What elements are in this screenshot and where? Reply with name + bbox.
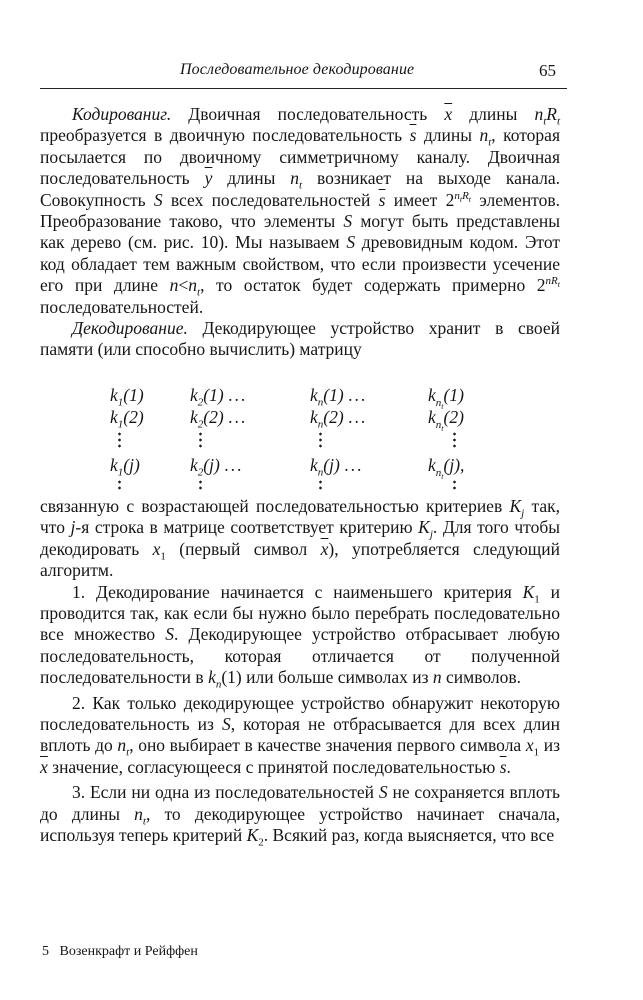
matrix-vdots-tail <box>110 477 510 495</box>
paragraph-decoding: Декодирование. Декодирующее устройство хранит в своей памяти (или способно вычислить) матрицу <box>40 318 560 360</box>
paragraph-criteria: связанную с возрастающей последовательностью критериев $K_j$ так, что j-я строка в матрице соответствует критерию $K_j$. Для того чтобы декодировать $x_1$ (первый символ $\overline{x}$), употребляется следующий алгоритм. <box>40 496 561 581</box>
header-rule <box>40 88 567 89</box>
algorithm-step-1: 1. Декодирование начинается с наименьшего критерия $K_1$ и проводится так, как если бы нужно было перебрать последовательно все множество S. Декодирующее устройство отбрасывает любую последовательность, которая отличается от полученной последовательности в $k_n(1)$ или больше символах из n символов. <box>40 581 560 691</box>
vdots <box>199 431 202 449</box>
algorithm-step-2: 2. Как только декодирующее устройство обнаружит некоторую последовательность из S, которая не отбрасывается для всех длин вплоть до $n_t$, оно выбирает в качестве значения первого символа $x_1$ из $\overline{x}$ значение, согласующееся с принятой последовательностью $\overline{s}$. <box>40 692 560 777</box>
printer-signature: 5 Возенкрафт и Рейффен <box>42 944 198 959</box>
matrix-row-1: $k_1(1)$ $k_2(1)$ ... $k_n(1)$ ... $k_{n_t}(1)$ <box>110 385 464 411</box>
matrix <box>110 385 510 495</box>
matrix-row-j: $k_1(j)$ $k_2(j)$ ... $k_n(j)$ ... $k_{n_t}(j)$, <box>110 455 465 481</box>
running-title: Последовательное декодирование <box>180 61 415 78</box>
vdots <box>453 479 456 491</box>
algorithm-step-3: 3. Если ни одна из последовательностей S не сохраняется вплоть до длины $n_t$, то декодирующее устройство начинает сначала, используя теперь критерий $K_2$. Всякий раз, когда выясняется, что все <box>40 782 560 849</box>
vdots <box>453 431 456 449</box>
vdots <box>199 479 202 491</box>
vdots <box>319 431 322 449</box>
matrix-vdots-row <box>110 429 510 455</box>
vdots <box>319 479 322 491</box>
page-number: 65 <box>539 61 556 80</box>
body-text-lower <box>40 496 560 847</box>
paragraph-encoding: Кодированиг. Двоичная последовательность $\overline{x}$ длины $n_tR_t$ преобразуется в двоичную последовательность $\overline{s}$ длины $n_t$, которая посылается по двоичному симметричному каналу. Двоичная последовательность $\overline{y}$ длины $n_t$ возникает на выходе канала. Совокупность S всех последовательностей $\overline{s}$ имеет $2^{n_tR_t}$ элементов. Преобразование таково, что элементы S могут быть представлены как дерево (см. рис. 10). Мы называем S древовидным кодом. Этот код обладает тем важным свойством, что если произвести усечение его при длине $n<n_t$, то остаток будет содержать примерно $2^{nR_t}$ последовательностей. <box>40 104 561 317</box>
matrix-row-2: $k_1(2)$ $k_2(2)$ ... $k_n(2)$ ... $k_{n_t}(2)$ <box>110 407 464 433</box>
vdots <box>118 431 121 449</box>
vdots <box>118 479 121 491</box>
body-text-upper <box>40 104 560 361</box>
